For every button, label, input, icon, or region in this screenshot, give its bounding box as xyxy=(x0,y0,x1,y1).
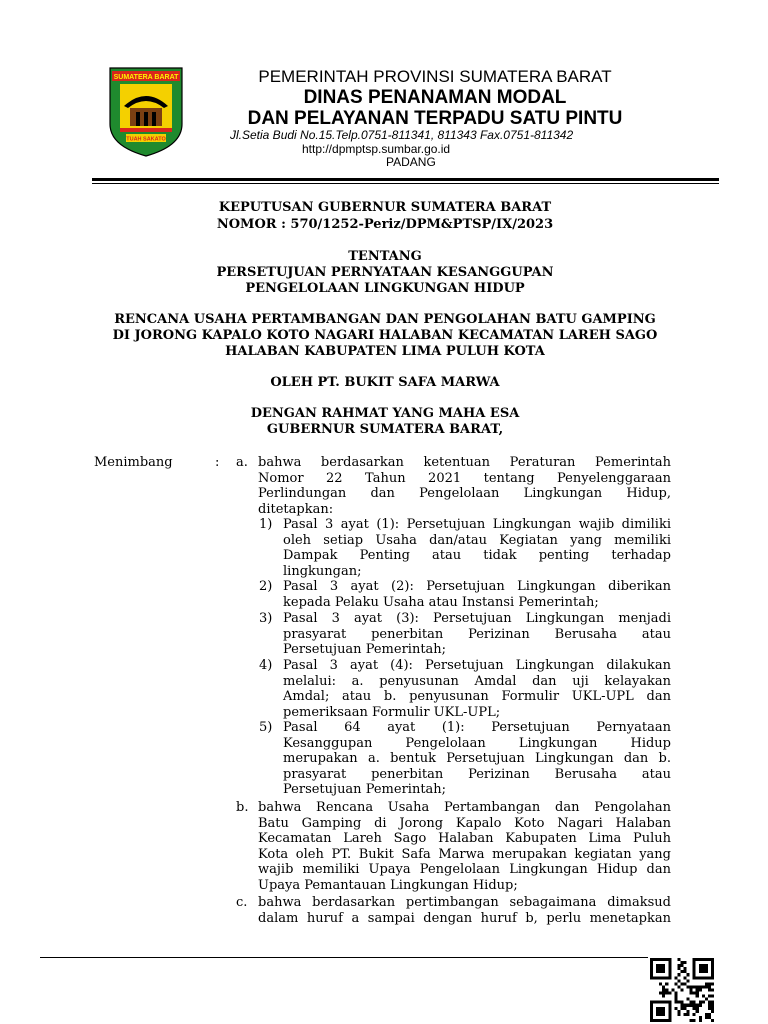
province-logo xyxy=(106,66,186,158)
item-5-line: prasyarat penerbitan Perizinan Berusaha atau xyxy=(283,766,671,782)
item-1-line: oleh setiap Usaha dan/atau Kegiatan yang memiliki xyxy=(283,532,671,548)
plan-line1: RENCANA USAHA PERTAMBANGAN DAN PENGOLAHAN BATU GAMPING xyxy=(114,312,656,327)
footer-divider xyxy=(40,957,648,958)
header-government: PEMERINTAH PROVINSI SUMATERA BARAT xyxy=(258,67,612,86)
item-1-line: Pasal 3 ayat (1): Persetujuan Lingkungan wajib dimiliki xyxy=(283,517,671,532)
item-5-line: merupakan a. bentuk Persetujuan Lingkungan dan b. xyxy=(283,751,671,767)
item-4-line: melalui: a. penyusunan Amdal dan uji kelayakan xyxy=(283,673,671,689)
clause-b-marker: b. xyxy=(236,800,249,815)
clause-b-line: Kecamatan Lareh Sago Halaban Kabupaten Lima Puluh xyxy=(258,831,671,847)
decree-number: NOMOR : 570/1252-Periz/DPM&PTSP/IX/2023 xyxy=(216,217,554,232)
company-line: OLEH PT. BUKIT SAFA MARWA xyxy=(270,375,500,390)
decree-title: KEPUTUSAN GUBERNUR SUMATERA BARAT xyxy=(218,200,552,215)
about-heading: TENTANG xyxy=(348,249,422,264)
plan-line2: DI JORONG KAPALO KOTO NAGARI HALABAN KECAMATAN LAREH SAGO xyxy=(112,328,658,343)
header-divider-thin xyxy=(92,183,719,184)
header-divider xyxy=(92,178,719,181)
header-city: PADANG xyxy=(386,155,436,169)
clause-b-line: wajib memiliki Upaya Pengelolaan Lingkungan Hidup dan xyxy=(258,862,671,878)
item-2-line: Pasal 3 ayat (2): Persetujuan Lingkungan diberikan xyxy=(283,579,671,594)
clause-a-line: bahwa berdasarkan ketentuan Peraturan Pemerintah xyxy=(258,455,671,470)
item-4-marker: 4) xyxy=(259,658,273,673)
clause-a-line: Nomor 22 Tahun 2021 tentang Penyelenggaraan xyxy=(258,470,671,486)
item-5-line: Persetujuan Pemerintah; xyxy=(283,782,447,798)
qr-code-icon xyxy=(650,958,714,1022)
clause-b-line: Kota oleh PT. Bukit Safa Marwa merupakan kegiatan yang xyxy=(258,846,671,862)
clause-c-line: bahwa berdasarkan pertimbangan sebagaimana dimaksud xyxy=(258,895,671,910)
item-5-line: Pasal 64 ayat (1): Persetujuan Pernyataan xyxy=(283,720,671,735)
item-1-marker: 1) xyxy=(259,517,273,532)
considering-colon: : xyxy=(215,455,220,470)
item-4-line: Pasal 3 ayat (4): Persetujuan Lingkungan dilakukan xyxy=(283,658,671,673)
plan-line3: HALABAN KABUPATEN LIMA PULUH KOTA xyxy=(225,344,545,359)
item-1-line: lingkungan; xyxy=(283,563,362,579)
clause-a-line: ditetapkan: xyxy=(258,501,334,517)
item-4-line: pemeriksaan Formulir UKL-UPL; xyxy=(283,704,501,720)
item-2-line: kepada Pelaku Usaha atau Instansi Pemerintah; xyxy=(283,594,599,610)
item-3-line: prasyarat penerbitan Perizinan Berusaha atau xyxy=(283,626,671,642)
clause-b-line: bahwa Rencana Usaha Pertambangan dan Pengolahan xyxy=(258,800,671,815)
clause-c-marker: c. xyxy=(236,895,248,910)
header-agency-line2: DAN PELAYANAN TERPADU SATU PINTU xyxy=(247,108,623,129)
subject-line1: PERSETUJUAN PERNYATAAN KESANGGUPAN xyxy=(216,265,554,280)
item-4-line: Amdal; atau b. penyusunan Formulir UKL-UPL dan xyxy=(283,689,671,705)
logo-top-text: SUMATERA BARAT xyxy=(113,74,179,81)
clause-a-marker: a. xyxy=(236,455,248,470)
item-2-marker: 2) xyxy=(259,579,273,594)
clause-b-line: Batu Gamping di Jorong Kapalo Koto Nagari Halaban xyxy=(258,815,671,831)
item-5-marker: 5) xyxy=(259,720,273,735)
clause-c-line: dalam huruf a sampai dengan huruf b, perlu menetapkan xyxy=(258,910,671,926)
subject-line2: PENGELOLAAN LINGKUNGAN HIDUP xyxy=(245,281,525,296)
governor-line: GUBERNUR SUMATERA BARAT, xyxy=(266,422,504,437)
item-3-marker: 3) xyxy=(259,611,273,626)
header-agency-line1: DINAS PENANAMAN MODAL xyxy=(303,87,567,108)
header-address: Jl.Setia Budi No.15.Telp.0751-811341, 811343 Fax.0751-811342 xyxy=(230,128,574,142)
logo-bottom-text: TUAH SAKATO xyxy=(126,136,166,143)
grace-line: DENGAN RAHMAT YANG MAHA ESA xyxy=(250,406,520,421)
item-5-line: Kesanggupan Pengelolaan Lingkungan Hidup xyxy=(283,735,671,751)
item-3-line: Pasal 3 ayat (3): Persetujuan Lingkungan menjadi xyxy=(283,611,671,626)
clause-b-line: Upaya Pemantauan Lingkungan Hidup; xyxy=(258,878,518,893)
item-3-line: Persetujuan Pemerintah; xyxy=(283,642,447,658)
header-website: http://dpmptsp.sumbar.go.id xyxy=(302,142,451,156)
item-1-line: Dampak Penting atau tidak penting terhadap xyxy=(283,548,671,564)
clause-a-line: Perlindungan dan Pengelolaan Lingkungan Hidup, xyxy=(258,486,671,502)
considering-label: Menimbang xyxy=(94,455,173,470)
